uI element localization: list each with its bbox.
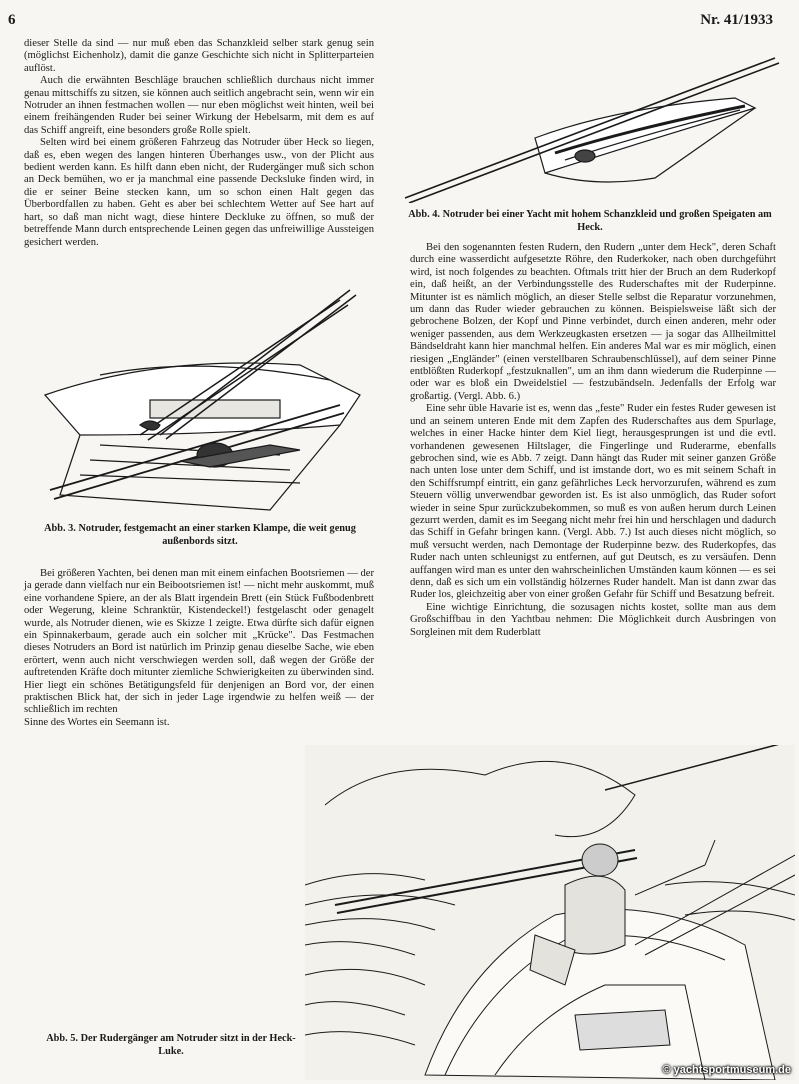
paragraph: Selten wird bei einem größeren Fahrzeug das Notruder über Heck so liegen, daß es, eben wegen des langen hinteren Überhanges usw., von der Plicht aus bedient werden kann. Es hilft dann eben nicht, der Rudergänger muß sich schon an Deck bemühen, wo er ja manchmal eine passende Decksluke finden wird, in die er seiner Beine stecken kann, um so schon einen Halt gegen das Überbordfallen zu haben. Geht es aber bei schlechtem Wetter auf See hart auf hart, so daß man nicht wagt, diese hintere Deckluke zu öffnen, so muß der betreffende Mann durch entsprechende Leinen gegen das unfreiwillige Aussteigen gesichert werden. bbox=[24, 137, 374, 248]
figure-4-illustration bbox=[395, 38, 785, 203]
paragraph: dieser Stelle da sind — nur muß eben das Schanzkleid selber stark genug sein (möglichst Eichenholz), damit die ganze Geschichte sich nicht in Splitterparteien auflöst. bbox=[24, 38, 374, 74]
figure-5-caption: Abb. 5. Der Rudergänger am Notruder sitzt in der Heck-Luke. bbox=[46, 1033, 296, 1057]
page-number: 6 bbox=[8, 12, 16, 28]
paragraph-last-line: Sinne des Wortes ein Seemann ist. bbox=[24, 716, 170, 728]
figure-4-caption: Abb. 4. Notruder bei einer Yacht mit hohem Schanzkleid und großen Speigaten am Heck. bbox=[408, 209, 772, 233]
left-column-top bbox=[24, 38, 374, 249]
paragraph: Auch die erwähnten Beschläge brauchen schließlich durchaus nicht immer genau mittschiffs zu sitzen, sie können auch seitlich angebracht sein, wenn wir ein Notruder an ihnen festmachen wollen — nur eben möglichst weit hinten, weil bei einem freihängenden Ruder bei seiner Wirkung der Hebelsarm, mit dem es auf das Schiff angreift, eine besonders große Rolle spielt. bbox=[24, 75, 374, 136]
paragraph: Eine wichtige Einrichtung, die sozusagen nichts kostet, sollte man aus dem Großschiffbau in den Yachtbau nehmen: Die Möglichkeit durch Ausbringen von Sorgleinen mit dem Ruderblatt bbox=[410, 601, 776, 638]
figure-3-caption: Abb. 3. Notruder, festgemacht an einer starken Klampe, die weit genug außenbords sitzt. bbox=[44, 523, 356, 547]
issue-number: Nr. 41/1933 bbox=[700, 12, 773, 28]
figure-5-illustration bbox=[305, 745, 795, 1080]
watermark: © yachtsportmuseum.de bbox=[662, 1064, 791, 1076]
paragraph: Eine sehr üble Havarie ist es, wenn das „feste" Ruder ein festes Ruder gewesen ist und an seinem unteren Ende mit dem Zapfen des Ruderschaftes aus dem Spurlage, welches in einer Hacke hinter dem Kiel liegt, herausgesprungen ist und die evtl. vorhandenen gewesenen Hiltslager, die Fingerlinge und Ruderarme, ebenfalls gebrochen sind, wie es Abb. 7 zeigt. Dann hängt das Ruder mit seiner ganzen Größe nach unten lose unter dem Schiff, und ist imstande dort, wo es mit seinem Schaft in den Schiffsrumpf eintritt, ein ganz gefährliches Leck hervorzurufen, während es zum Steuern völlig unverwendbar geworden ist. Es ist also unmöglich, das Ruder sofort wieder in seine Spur zurückzubekommen, so muß es von außen herum durch Leinen gezurrt werden, damit es im Seegang nicht mehr frei hin und herschlagen und dadurch das Schiff in Gefahr bringen kann. (Vergl. Abb. 7.) Ist auch dieses nicht möglich, so muß versucht werden, nach Demontage der Ruderpinne bezw. des Ruderkopfes, das Ruder nach unten schleunigst zu entfernen, auf gut Deutsch, es zu versäufen. Denn auffangen wird man es unter den wahrscheinlichen Umständen kaum können — es sei denn, daß es sich um ein vollständig hölzernes Ruder handelt. Man ist dann zwar das Ruder los, gleichzeitig aber von einer großen Gefahr für Schiff und Besatzung befreit. bbox=[410, 403, 776, 601]
right-column bbox=[410, 242, 776, 639]
paragraph: Bei den sogenannten festen Rudern, den Rudern „unter dem Heck", deren Schaft durch eine wasserdicht aufgesetzte Röhre, den Ruderkoker, nach oben durchgeführt wird, ist noch folgendes zu beachten. Oftmals tritt hier der Bruch an dem Ruderkopf ein, daß heißt, an der Verbindungsstelle des Ruderschaftes mit der Ruderpinne. Mitunter ist es nämlich möglich, an dieser Stelle selbst die Reparatur vorzunehmen, um dann das Ruder wieder gebrauchen zu können. Beispielsweise läßt sich der gebrochene Bolzen, der Kopf und Pinne verbindet, durch einen anderen, mehr oder weniger passenden, aus dem Werkzeugkasten ersetzen — ja sogar das Allheilmittel Bändseldraht kann hier manchmal helfen. Ein anderes Mal war es mir möglich, einen riesigen „Engländer" (einen verstellbaren Schraubenschlüssel), auf dem seiner Pinne entblößten Ruderkopf „festzuknallen", um an ihm dann wiederum die Ruderpinne — oder war es bloß ein Dweidelstiel — festzubändseln. Jedenfalls der Erfolg war großartig. (Vergl. Abb. 6.) bbox=[410, 242, 776, 402]
paragraph: Bei größeren Yachten, bei denen man mit einem einfachen Bootsriemen — der ja gerade dann vielfach nur ein Beibootsriemen ist! — nicht mehr auskommt, muß eine vorhandene Spiere, an der als Blatt irgendein Brett (ein Stück Fußbodenbrett oder Wegerung, kleine Schranktür, Kistendeckel!) festgelascht oder genagelt wurde, als Notruder dienen, wie es Skizze 1 zeigte. Etwa dürfte sich dafür eignen ein Spinnakerbaum, gerade auch ein solcher mit „Krücke". Das Festmachen dieses Notruders an Bord ist natürlich im Prinzip genau dieselbe Sache, wie eben erörtert, wenn auch nicht verschwiegen werden soll, daß wegen der Größe der auftretenden Kräfte doch mitunter ziemliche Schwierigkeiten zu überwinden sind. Hier liegt ein schönes Betätigungsfeld für denjenigen an Bord vor, der einen praktischen Blick hat, der sich in jeder Lage irgendwie zu helfen weiß — der schließlich im rechten bbox=[24, 568, 374, 716]
left-column-bottom bbox=[24, 568, 374, 729]
figure-3-illustration bbox=[40, 285, 370, 515]
